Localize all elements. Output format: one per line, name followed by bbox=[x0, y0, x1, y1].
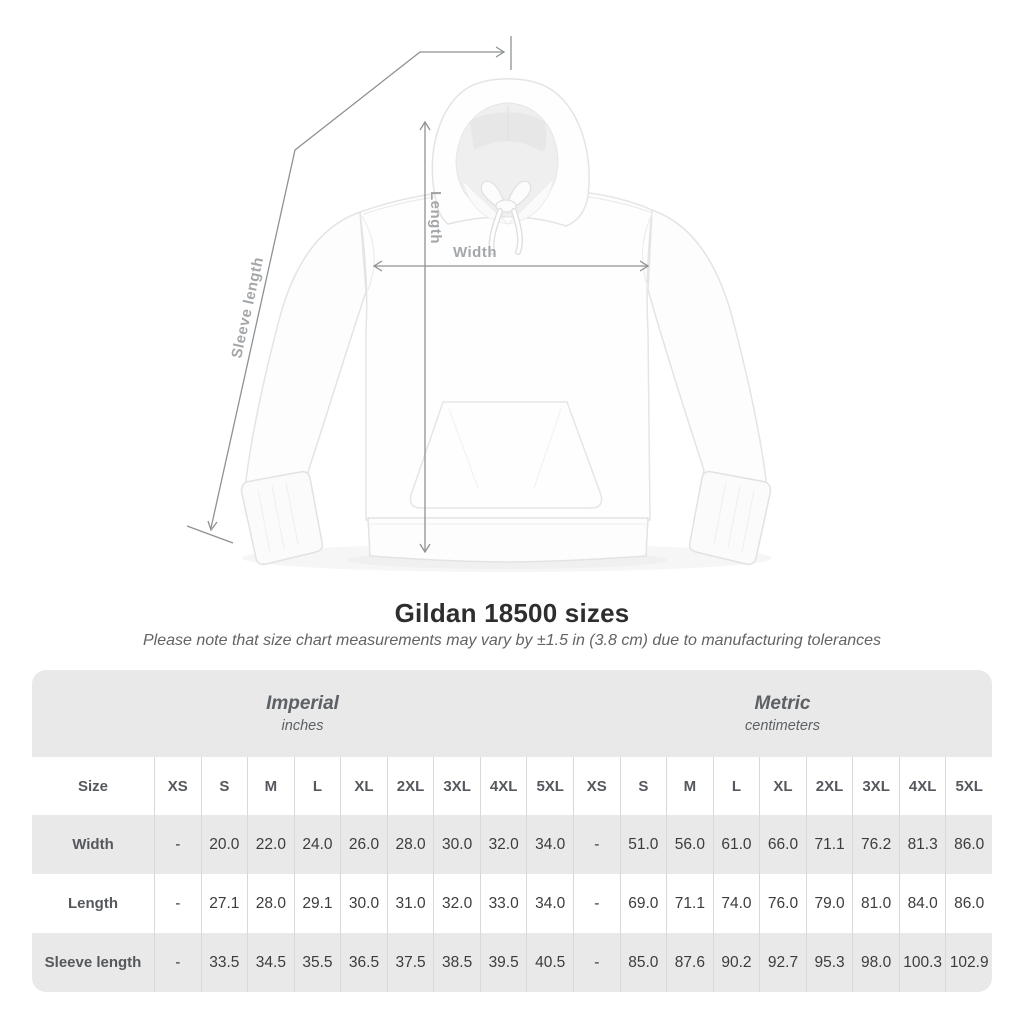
imperial-value: - bbox=[154, 874, 201, 933]
size-header-imperial: 5XL bbox=[526, 757, 573, 815]
metric-value: 71.1 bbox=[666, 874, 713, 933]
metric-value: 86.0 bbox=[945, 874, 992, 933]
imperial-value: 35.5 bbox=[294, 933, 341, 992]
hoodie-image bbox=[242, 79, 771, 565]
metric-value: 74.0 bbox=[713, 874, 760, 933]
metric-unit-header bbox=[573, 670, 992, 757]
size-column-label: Size bbox=[77, 777, 108, 795]
imperial-label: Imperial bbox=[266, 693, 339, 714]
metric-value: 76.2 bbox=[852, 815, 899, 874]
metric-value: - bbox=[573, 815, 620, 874]
imperial-value: 31.0 bbox=[387, 874, 434, 933]
row-label: Length bbox=[68, 895, 118, 912]
imperial-value: - bbox=[154, 815, 201, 874]
metric-value: 56.0 bbox=[666, 815, 713, 874]
imperial-value: 33.5 bbox=[201, 933, 248, 992]
size-table bbox=[32, 670, 992, 992]
imperial-value: 27.1 bbox=[201, 874, 248, 933]
size-table-body bbox=[32, 757, 992, 992]
metric-value: 86.0 bbox=[945, 815, 992, 874]
imperial-value: 34.5 bbox=[247, 933, 294, 992]
imperial-value: 30.0 bbox=[433, 815, 480, 874]
metric-value: 81.0 bbox=[852, 874, 899, 933]
size-header-metric: XS bbox=[573, 757, 620, 815]
imperial-unit-header bbox=[32, 670, 573, 757]
imperial-value: 32.0 bbox=[480, 815, 527, 874]
imperial-value: 22.0 bbox=[247, 815, 294, 874]
page-title: Gildan 18500 sizes bbox=[394, 598, 630, 628]
metric-value: - bbox=[573, 874, 620, 933]
size-header-metric: XL bbox=[759, 757, 806, 815]
tolerance-note: Please note that size chart measurements may vary by ±1.5 in (3.8 cm) due to manufacturing tolerances bbox=[142, 632, 882, 649]
metric-value: 81.3 bbox=[899, 815, 946, 874]
metric-value: 79.0 bbox=[806, 874, 853, 933]
size-header-imperial: 4XL bbox=[480, 757, 527, 815]
unit-header-row bbox=[32, 670, 992, 757]
metric-value: 90.2 bbox=[713, 933, 760, 992]
size-header-row bbox=[32, 757, 992, 815]
metric-value: 76.0 bbox=[759, 874, 806, 933]
metric-unit-label: centimeters bbox=[745, 718, 820, 734]
size-header-metric: S bbox=[620, 757, 667, 815]
metric-value: - bbox=[573, 933, 620, 992]
measurement-row-sleeve-length bbox=[32, 933, 992, 992]
imperial-value: 40.5 bbox=[526, 933, 573, 992]
metric-value: 69.0 bbox=[620, 874, 667, 933]
imperial-value: 36.5 bbox=[340, 933, 387, 992]
imperial-value: 32.0 bbox=[433, 874, 480, 933]
imperial-value: 28.0 bbox=[247, 874, 294, 933]
imperial-value: 29.1 bbox=[294, 874, 341, 933]
size-header-metric: 4XL bbox=[899, 757, 946, 815]
sleeve-length-label: Sleeve length bbox=[228, 255, 268, 360]
size-header-metric: L bbox=[713, 757, 760, 815]
size-header-metric: 3XL bbox=[852, 757, 899, 815]
metric-value: 98.0 bbox=[852, 933, 899, 992]
imperial-value: 34.0 bbox=[526, 815, 573, 874]
size-header-imperial: M bbox=[247, 757, 294, 815]
metric-value: 95.3 bbox=[806, 933, 853, 992]
size-header-imperial: XL bbox=[340, 757, 387, 815]
imperial-value: 24.0 bbox=[294, 815, 341, 874]
imperial-value: - bbox=[154, 933, 201, 992]
imperial-value: 33.0 bbox=[480, 874, 527, 933]
metric-value: 87.6 bbox=[666, 933, 713, 992]
metric-value: 51.0 bbox=[620, 815, 667, 874]
imperial-value: 39.5 bbox=[480, 933, 527, 992]
measurement-row-width bbox=[32, 815, 992, 874]
size-header-metric: 2XL bbox=[806, 757, 853, 815]
length-label: Length bbox=[427, 191, 444, 244]
imperial-value: 37.5 bbox=[387, 933, 434, 992]
metric-value: 102.9 bbox=[945, 933, 992, 992]
metric-value: 71.1 bbox=[806, 815, 853, 874]
measurement-row-length bbox=[32, 874, 992, 933]
size-header-imperial: XS bbox=[154, 757, 201, 815]
width-label: Width bbox=[452, 244, 498, 261]
metric-label: Metric bbox=[754, 693, 811, 714]
imperial-value: 26.0 bbox=[340, 815, 387, 874]
size-header-imperial: S bbox=[201, 757, 248, 815]
size-header-imperial: 2XL bbox=[387, 757, 434, 815]
metric-value: 100.3 bbox=[899, 933, 946, 992]
imperial-value: 30.0 bbox=[340, 874, 387, 933]
metric-value: 92.7 bbox=[759, 933, 806, 992]
imperial-value: 28.0 bbox=[387, 815, 434, 874]
metric-value: 61.0 bbox=[713, 815, 760, 874]
metric-value: 85.0 bbox=[620, 933, 667, 992]
imperial-value: 38.5 bbox=[433, 933, 480, 992]
row-label: Width bbox=[72, 836, 114, 853]
metric-value: 66.0 bbox=[759, 815, 806, 874]
row-label: Sleeve length bbox=[44, 954, 142, 971]
size-header-imperial: L bbox=[294, 757, 341, 815]
size-header-metric: M bbox=[666, 757, 713, 815]
imperial-value: 20.0 bbox=[201, 815, 248, 874]
metric-value: 84.0 bbox=[899, 874, 946, 933]
size-header-imperial: 3XL bbox=[433, 757, 480, 815]
imperial-unit-label: inches bbox=[281, 718, 324, 734]
size-header-metric: 5XL bbox=[945, 757, 992, 815]
imperial-value: 34.0 bbox=[526, 874, 573, 933]
